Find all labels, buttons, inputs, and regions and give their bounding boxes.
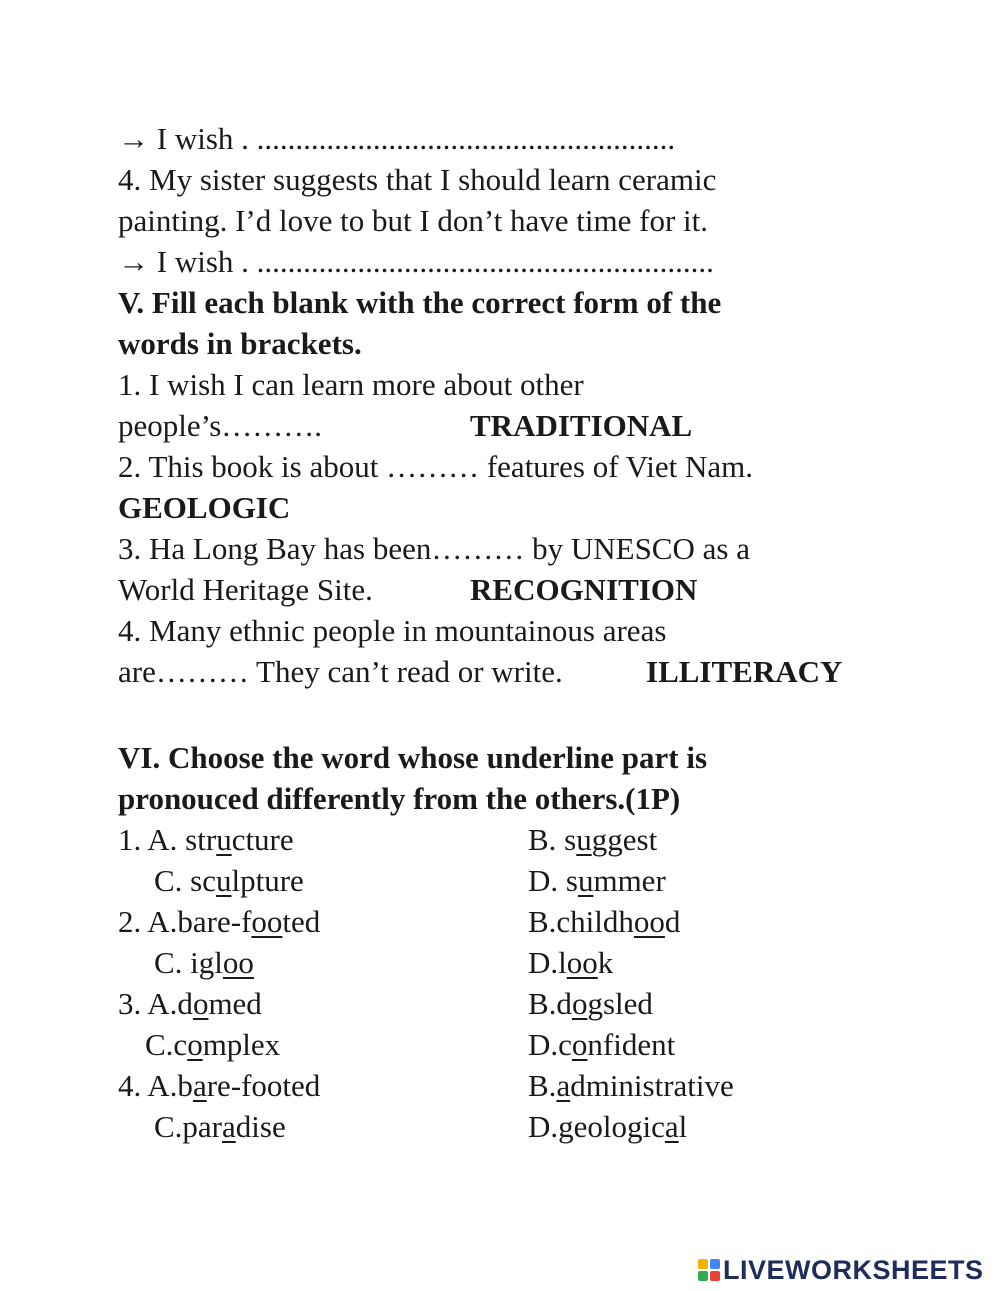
logo-tile-3 xyxy=(698,1271,708,1281)
vi-question-1-row-1 xyxy=(118,819,658,860)
v-question-3-word: RECOGNITION xyxy=(470,572,698,607)
v-question-2-line-1: 2. This book is about ……… features of Viet Nam. xyxy=(118,449,753,484)
vi-question-2-row-2 xyxy=(154,942,614,983)
vi-question-3-row-1 xyxy=(118,983,653,1024)
vi-q1-option-d: D. summer xyxy=(528,863,666,898)
v-question-1-word: TRADITIONAL xyxy=(470,408,693,443)
vi-q4-option-c: C.paradise xyxy=(154,1109,286,1144)
vi-question-4-row-2 xyxy=(154,1106,688,1147)
section-vi-heading-line-1: VI. Choose the word whose underline part is xyxy=(118,740,708,775)
question-4-line-2: painting. I’d love to but I don’t have time for it. xyxy=(118,203,709,238)
answer-line-3: → I wish . ...................................................... xyxy=(118,121,676,156)
answer-line-4: → I wish . ........................................................... xyxy=(118,244,714,279)
vi-question-4-row-1 xyxy=(118,1065,734,1106)
vi-q2-option-c: C. igloo xyxy=(154,945,254,980)
v-question-4-line-1: 4. Many ethnic people in mountainous areas xyxy=(118,613,667,648)
v-question-3-text: World Heritage Site. xyxy=(118,572,373,607)
v-question-4-line-2 xyxy=(118,651,843,692)
vi-q3-option-d: D.confident xyxy=(528,1027,676,1062)
logo-tile-4 xyxy=(710,1271,720,1281)
vi-q1-option-a: 1. A. structure xyxy=(118,822,294,857)
vi-q1-option-b: B. suggest xyxy=(528,822,658,857)
v-question-4-word: ILLITERACY xyxy=(646,654,843,689)
liveworksheets-logo-icon xyxy=(698,1259,720,1281)
vi-q2-option-a: 2. A.bare-footed xyxy=(118,904,321,939)
vi-q3-option-b: B.dogsled xyxy=(528,986,653,1021)
logo-tile-1 xyxy=(698,1259,708,1269)
v-question-1-line-1: 1. I wish I can learn more about other xyxy=(118,367,584,402)
vi-q2-option-d: D.look xyxy=(528,945,614,980)
v-question-3-line-1: 3. Ha Long Bay has been……… by UNESCO as a xyxy=(118,531,750,566)
question-4-line-1: 4. My sister suggests that I should learn ceramic xyxy=(118,162,717,197)
vi-q3-option-a: 3. A.domed xyxy=(118,986,262,1021)
section-v-heading-line-2: words in brackets. xyxy=(118,326,362,361)
v-question-1-line-2 xyxy=(118,405,693,446)
vi-question-3-row-2 xyxy=(145,1024,676,1065)
logo-tile-2 xyxy=(710,1259,720,1269)
section-vi-heading-line-2: pronouced differently from the others.(1P) xyxy=(118,781,681,816)
vi-q1-option-c: C. sculpture xyxy=(154,863,304,898)
vi-q2-option-b: B.childhood xyxy=(528,904,681,939)
liveworksheets-logo-text: LIVEWORKSHEETS xyxy=(723,1254,984,1285)
v-question-4-text: are……… They can’t read or write. xyxy=(118,654,563,689)
vi-question-1-row-2 xyxy=(154,860,666,901)
vi-q4-option-d: D.geological xyxy=(528,1109,688,1144)
vi-q4-option-a: 4. A.bare-footed xyxy=(118,1068,321,1103)
v-question-1-text: people’s………. xyxy=(118,408,323,443)
vi-q4-option-b: B.administrative xyxy=(528,1068,734,1103)
v-question-3-line-2 xyxy=(118,569,698,610)
vi-q3-option-c: C.complex xyxy=(145,1027,281,1062)
v-question-2-word: GEOLOGIC xyxy=(118,490,291,525)
vi-question-2-row-1 xyxy=(118,901,681,942)
liveworksheets-logo[interactable] xyxy=(698,1253,984,1287)
section-v-heading-line-1: V. Fill each blank with the correct form of the xyxy=(118,285,722,320)
